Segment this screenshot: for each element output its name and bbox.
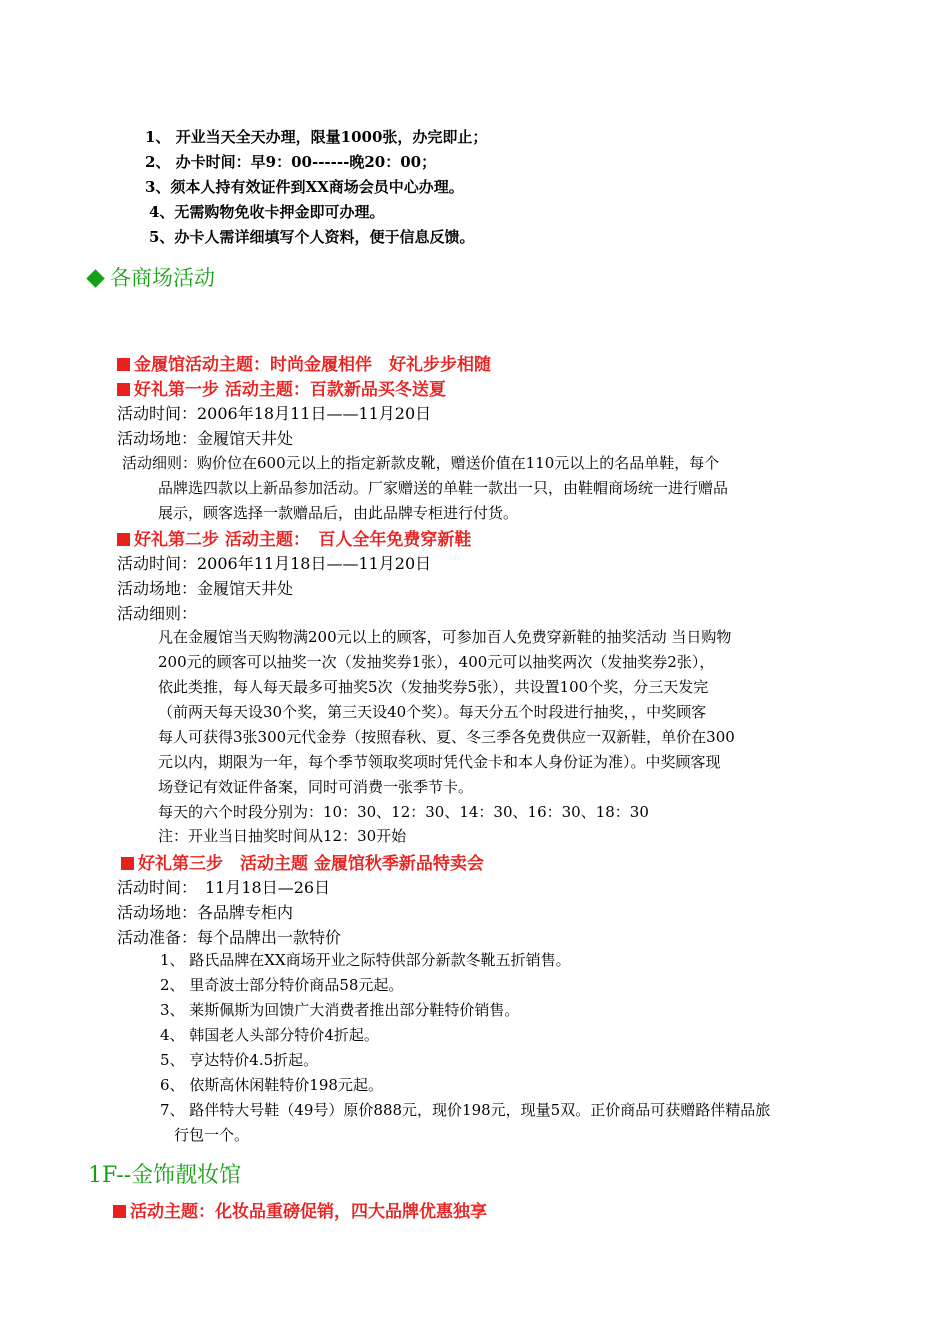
top-list-item-4: 4、无需购物免收卡押金即可办理。 [149,203,385,221]
section-heading-stores [85,262,215,292]
top-list-item-3: 3、须本人持有效证件到XX商场会员中心办理。 [145,178,464,196]
section-heading-jewelry: 1F--金饰靓妆馆 [88,1163,242,1188]
step2-detail-line-6: 元以内，期限为一年，每个季节领取奖项时凭代金卡和本人身份证为准）。中奖顾客现 [158,753,721,771]
step1-detail-line-1: 活动细则：购价位在600元以上的指定新款皮靴，赠送价值在110元以上的名品单鞋，每个 [122,454,720,472]
step3-prep: 活动准备：每个品牌出一款特价 [117,928,342,947]
step2-title-text: 好礼第二步 活动主题： 百人全年免费穿新鞋 [134,530,472,550]
top-list-item-1: 1、 开业当天全天办理，限量1000张，办完即止； [145,128,488,146]
top-list-item-5: 5、办卡人需详细填写个人资料，便于信息反馈。 [149,228,475,246]
step3-item-6: 6、 依斯高休闲鞋特价198元起。 [160,1076,383,1094]
square-bullet-icon [113,1205,126,1218]
step3-item-3: 3、 莱斯佩斯为回馈广大消费者推出部分鞋特价销售。 [160,1001,520,1019]
step3-time: 活动时间： 11月18日—26日 [117,878,331,897]
step1-title-text: 好礼第一步 活动主题：百款新品买冬送夏 [134,380,446,400]
step2-place: 活动场地：金履馆天井处 [117,579,294,598]
section2-theme-text: 活动主题：化妆品重磅促销，四大品牌优惠独享 [130,1202,487,1222]
step2-time: 活动时间：2006年11月18日——11月20日 [117,554,432,573]
step3-item-7: 7、 路伴特大号鞋（49号）原价888元，现价198元，现量5双。正价商品可获赠路伴精品旅 [160,1101,771,1119]
jinlv-theme [117,350,491,375]
step1-time: 活动时间：2006年18月11日——11月20日 [117,404,432,423]
step3-title-text: 好礼第三步 活动主题 金履馆秋季新品特卖会 [138,854,484,874]
section2-theme [113,1197,487,1222]
top-list-item-2: 2、 办卡时间：早9：00------晚20：00； [145,153,437,171]
step1-title [117,375,446,400]
section-heading-text: 各商场活动 [110,266,215,290]
step2-detail-line-5: 每人可获得3张300元代金券（按照春秋、夏、冬三季各免费供应一双新鞋，单价在300 [158,728,735,746]
step3-item-7-cont: 行包一个。 [174,1126,250,1144]
step1-detail-line-3: 展示，顾客选择一款赠品后，由此品牌专柜进行付货。 [158,504,519,522]
step3-title [121,849,484,874]
step1-detail-line-2: 品牌选四款以上新品参加活动。厂家赠送的单鞋一款出一只，由鞋帽商场统一进行赠品 [158,479,729,497]
step3-item-2: 2、 里奇波士部分特价商品58元起。 [160,976,404,994]
step3-item-4: 4、 韩国老人头部分特价4折起。 [160,1026,379,1044]
step1-place: 活动场地：金履馆天井处 [117,429,294,448]
step2-detail-label: 活动细则： [117,604,198,623]
step2-detail-line-7: 场登记有效证件备案，同时可消费一张季节卡。 [158,778,474,796]
step2-detail-line-3: 依此类推，每人每天最多可抽奖5次（发抽奖券5张），共设置100个奖，分三天发完 [158,678,709,696]
step2-title [117,525,471,550]
diamond-bullet-icon [86,269,104,287]
step2-detail-line-9: 注：开业当日抽奖时间从12：30开始 [158,827,407,845]
square-bullet-icon [117,533,130,546]
step2-detail-line-4: （前两天每天设30个奖，第三天设40个奖）。每天分五个时段进行抽奖，，中奖顾客 [158,703,707,721]
jinlv-theme-text: 金履馆活动主题：时尚金履相伴 好礼步步相随 [134,355,491,375]
step2-detail-line-2: 200元的顾客可以抽奖一次（发抽奖券1张），400元可以抽奖两次（发抽奖券2张）， [158,653,715,671]
step2-detail-line-1: 凡在金履馆当天购物满200元以上的顾客，可参加百人免费穿新鞋的抽奖活动 当日购物 [158,628,732,646]
square-bullet-icon [117,358,130,371]
square-bullet-icon [121,857,134,870]
square-bullet-icon [117,383,130,396]
step3-item-1: 1、 路氏品牌在XX商场开业之际特供部分新款冬靴五折销售。 [160,951,571,969]
step3-item-5: 5、 亨达特价4.5折起。 [160,1051,319,1069]
step2-detail-line-8: 每天的六个时段分别为：10：30、12：30、14：30、16：30、18：30 [158,803,649,821]
step3-place: 活动场地：各品牌专柜内 [117,903,294,922]
